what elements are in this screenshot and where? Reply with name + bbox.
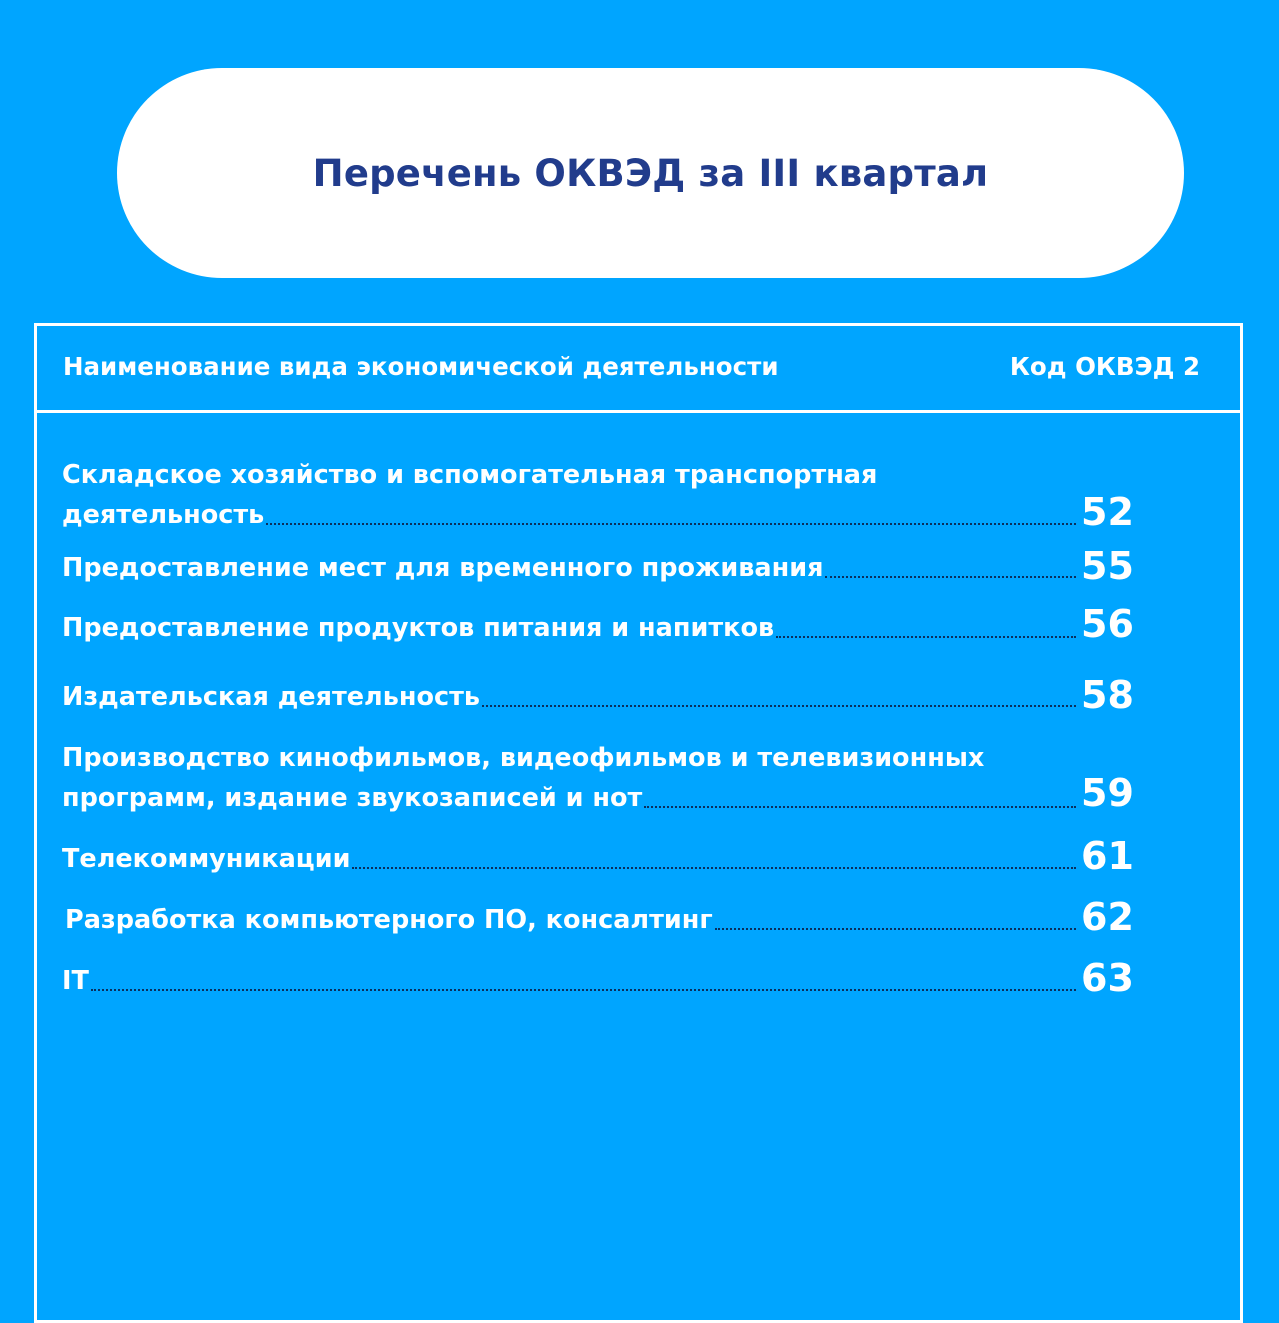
row-label-line2: программ, издание звукозаписей и нот [62,783,643,813]
table-row [62,677,1076,717]
row-label: Разработка компьютерного ПО, консалтинг [65,905,713,935]
row-label: Предоставление продуктов питания и напитков [62,613,775,643]
title-banner [117,68,1184,278]
table-row [62,455,1076,535]
dotted-leader [352,867,1076,869]
dotted-leader [482,705,1076,707]
header-activity-name: Наименование вида экономической деятельности [63,352,779,381]
dotted-leader [776,636,1076,638]
row-code: 62 [1081,895,1134,939]
table-row [62,961,1076,1001]
row-label: Телекоммуникации [62,844,351,874]
row-code: 59 [1081,771,1134,815]
row-label: Издательская деятельность [62,682,481,712]
dotted-leader [91,989,1076,991]
row-code: 55 [1081,544,1134,588]
row-code: 56 [1081,602,1134,646]
row-label-line1: Производство кинофильмов, видеофильмов и телевизионных [62,743,985,773]
dotted-leader [715,928,1076,930]
table-header [37,326,1240,413]
table-row [65,900,1076,940]
row-code: 63 [1081,956,1134,1000]
row-code: 52 [1081,490,1134,534]
table-row [62,608,1076,648]
table-row [62,738,1076,818]
header-okved-code: Код ОКВЭД 2 [1009,352,1200,381]
row-label: IT [62,966,89,996]
row-code: 58 [1081,673,1134,717]
row-label: Предоставление мест для временного проживания [62,553,824,583]
row-label-line2: деятельность [62,500,265,530]
table-row [62,548,1076,588]
page-title: Перечень ОКВЭД за III квартал [312,151,989,195]
row-label-line1: Складское хозяйство и вспомогательная транспортная [62,460,878,490]
table-row [62,839,1076,879]
row-code: 61 [1081,834,1134,878]
dotted-leader [266,523,1076,525]
dotted-leader [825,576,1076,578]
dotted-leader [644,806,1076,808]
